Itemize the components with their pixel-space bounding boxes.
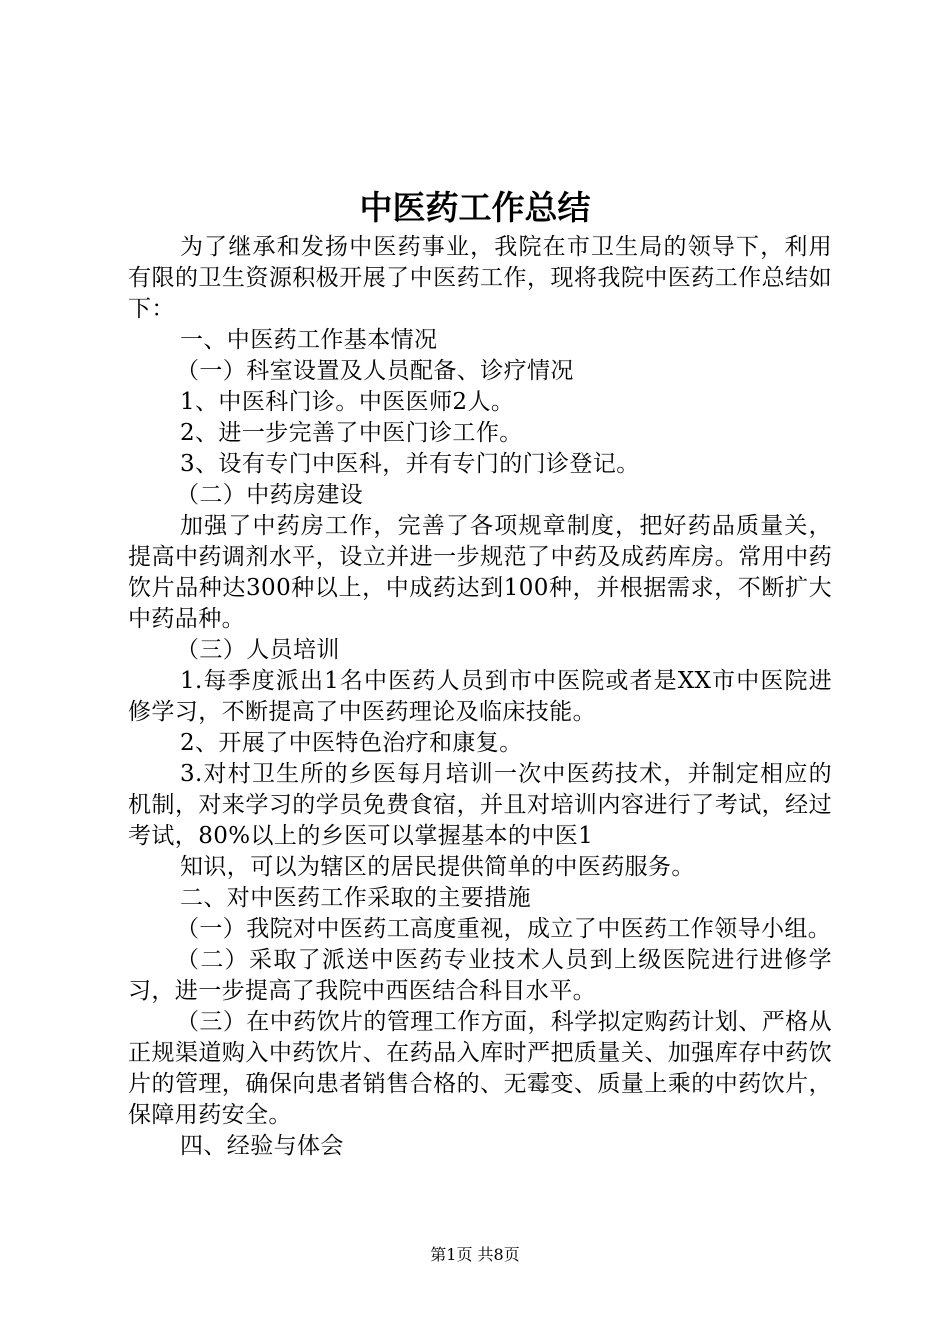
list-item: 3.对村卫生所的乡医每月培训一次中医药技术，并制定相应的机制，对来学习的学员免费食宿，并且对培训内容进行了考试，经过考试，80%以上的乡医可以掌握基本的中医1	[128, 761, 832, 849]
list-item: 3、设有专门中医科，并有专门的门诊登记。	[180, 451, 640, 477]
measure-item: （二）采取了派送中医药专业技术人员到上级医院进行进修学习，进一步提高了我院中西医结合科目水平。	[128, 947, 832, 1004]
section-heading-1: 一、中医药工作基本情况	[180, 327, 438, 353]
list-item: 1.每季度派出1名中医药人员到市中医院或者是XX市中医院进修学习，不断提高了中医药理论及临床技能。	[128, 668, 832, 725]
measure-item: （一）我院对中医药工高度重视，成立了中医药工作领导小组。	[176, 916, 832, 942]
document-title: 中医药工作总结	[359, 188, 591, 227]
section-heading-4: 四、经验与体会	[180, 1133, 344, 1159]
paragraph-pharmacy: 加强了中药房工作，完善了各项规章制度，把好药品质量关，提高中药调剂水平，设立并进一步规范了中药及成药库房。常用中药饮片品种达300种以上，中成药达到100种，并根据需求，不断扩大中药品种。	[128, 513, 832, 632]
page-footer: 第1页 共8页	[430, 1245, 520, 1264]
list-item: 2、进一步完善了中医门诊工作。	[180, 420, 523, 446]
subsection-heading-1-3: （三）人员培训	[176, 637, 340, 663]
subsection-heading-1-2: （二）中药房建设	[176, 482, 364, 508]
subsection-heading-1-1: （一）科室设置及人员配备、诊疗情况	[176, 358, 574, 384]
section-heading-2: 二、对中医药工作采取的主要措施	[180, 885, 531, 911]
list-item: 1、中医科门诊。中医医师2人。	[180, 389, 515, 415]
list-item: 2、开展了中医特色治疗和康复。	[180, 730, 523, 756]
paragraph-intro: 为了继承和发扬中医药事业，我院在市卫生局的领导下，利用有限的卫生资源积极开展了中医药工作，现将我院中医药工作总结如下：	[128, 234, 832, 322]
document-body	[128, 232, 832, 1162]
measure-item: （三）在中药饮片的管理工作方面，科学拟定购药计划、严格从正规渠道购入中药饮片、在药品入库时严把质量关、加强库存中药饮片的管理，确保向患者销售合格的、无霉变、质量上乘的中药饮片，保障用药安全。	[128, 1009, 832, 1128]
paragraph-continuation: 知识，可以为辖区的居民提供简单的中医药服务。	[180, 854, 695, 880]
